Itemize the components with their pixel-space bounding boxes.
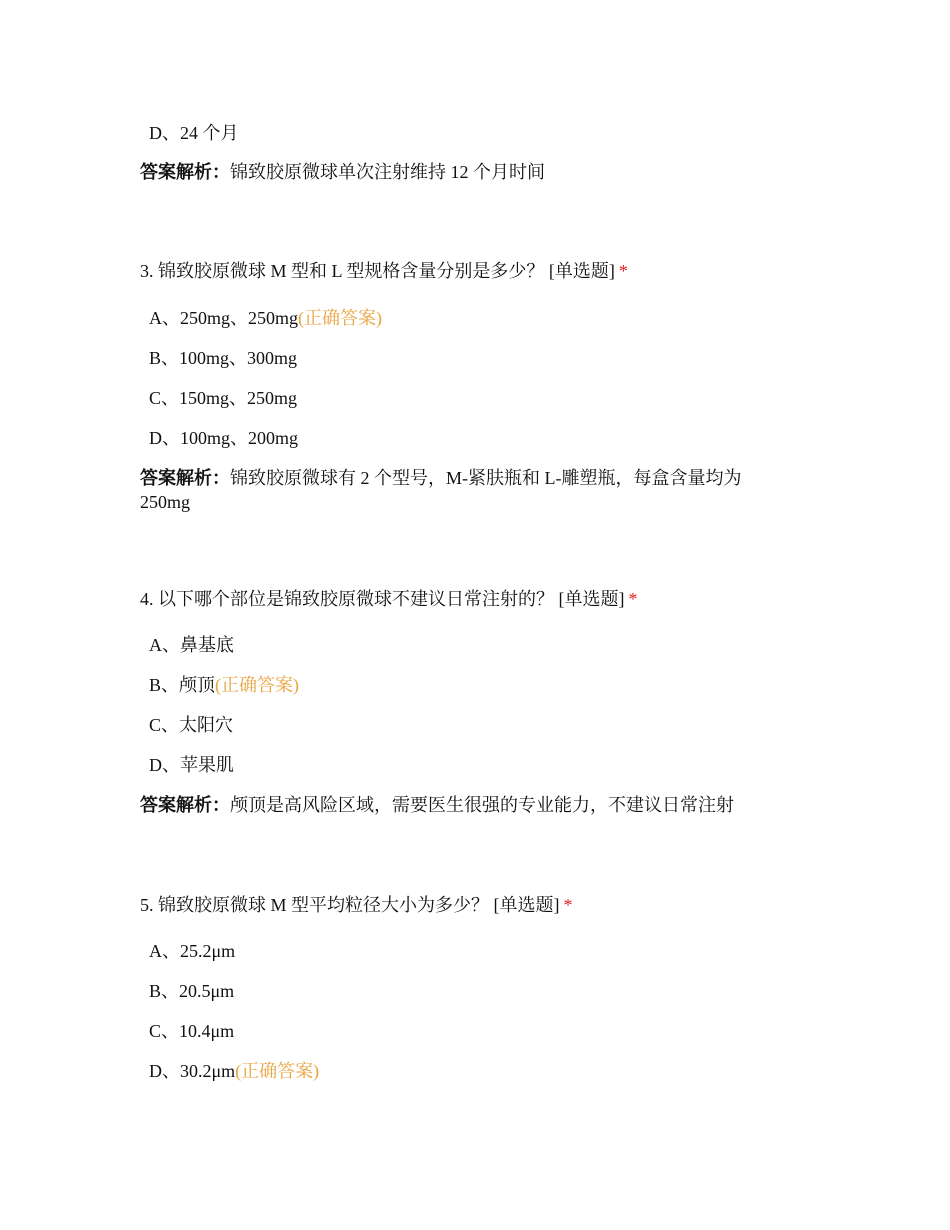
q4-explanation	[140, 793, 770, 817]
option-text: C、10.4μm	[149, 1021, 235, 1041]
q2-option-d	[149, 121, 239, 145]
option-text: C、太阳穴	[149, 715, 234, 735]
q4-option-b	[149, 673, 299, 697]
q2-explanation	[140, 160, 770, 184]
q4-option-c	[149, 713, 233, 737]
q5-option-a	[149, 939, 235, 963]
q5-option-b	[149, 979, 234, 1003]
q4-option-d	[149, 753, 234, 777]
option-text: D、苹果肌	[149, 755, 234, 775]
option-text: B、颅顶	[149, 675, 216, 695]
option-text: D、100mg、200mg	[149, 428, 299, 448]
q3-option-d	[149, 426, 298, 450]
option-text: A、25.2μm	[149, 941, 236, 961]
option-text: C、150mg、250mg	[149, 388, 298, 408]
q3-title	[140, 259, 628, 283]
option-text: D、30.2μm	[149, 1061, 236, 1081]
q5-title	[140, 893, 573, 917]
q4-option-a	[149, 633, 234, 657]
q5-option-d	[149, 1059, 319, 1083]
question-text: 5. 锦致胶原微球 M 型平均粒径大小为多少？ [单选题]	[140, 895, 560, 915]
option-text: B、20.5μm	[149, 981, 235, 1001]
q3-option-a	[149, 306, 382, 330]
option-text: D、24 个月	[149, 123, 239, 143]
q4-title	[140, 587, 638, 611]
correct-answer-tag: (正确答案)	[235, 1061, 320, 1081]
explanation-text: 颅顶是高风险区域，需要医生很强的专业能力，不建议日常注射	[230, 795, 734, 815]
explanation-label: 答案解析：	[140, 162, 230, 182]
explanation-label: 答案解析：	[140, 468, 230, 488]
q3-option-c	[149, 386, 297, 410]
explanation-text: 锦致胶原微球单次注射维持 12 个月时间	[230, 162, 545, 182]
q3-explanation	[140, 466, 770, 514]
required-mark: *	[618, 261, 628, 281]
correct-answer-tag: (正确答案)	[215, 675, 300, 695]
required-mark: *	[628, 589, 638, 609]
option-text: B、100mg、300mg	[149, 348, 298, 368]
q3-option-b	[149, 346, 297, 370]
q5-option-c	[149, 1019, 234, 1043]
correct-answer-tag: (正确答案)	[298, 308, 383, 328]
question-text: 3. 锦致胶原微球 M 型和 L 型规格含量分别是多少？ [单选题]	[140, 261, 615, 281]
option-text: A、鼻基底	[149, 635, 234, 655]
option-text: A、250mg、250mg	[149, 308, 299, 328]
question-text: 4. 以下哪个部位是锦致胶原微球不建议日常注射的？ [单选题]	[140, 589, 625, 609]
required-mark: *	[563, 895, 573, 915]
explanation-text: 锦致胶原微球有 2 个型号，M-紧肤瓶和 L-雕塑瓶，每盒含量均为 250mg	[140, 468, 742, 512]
explanation-label: 答案解析：	[140, 795, 230, 815]
